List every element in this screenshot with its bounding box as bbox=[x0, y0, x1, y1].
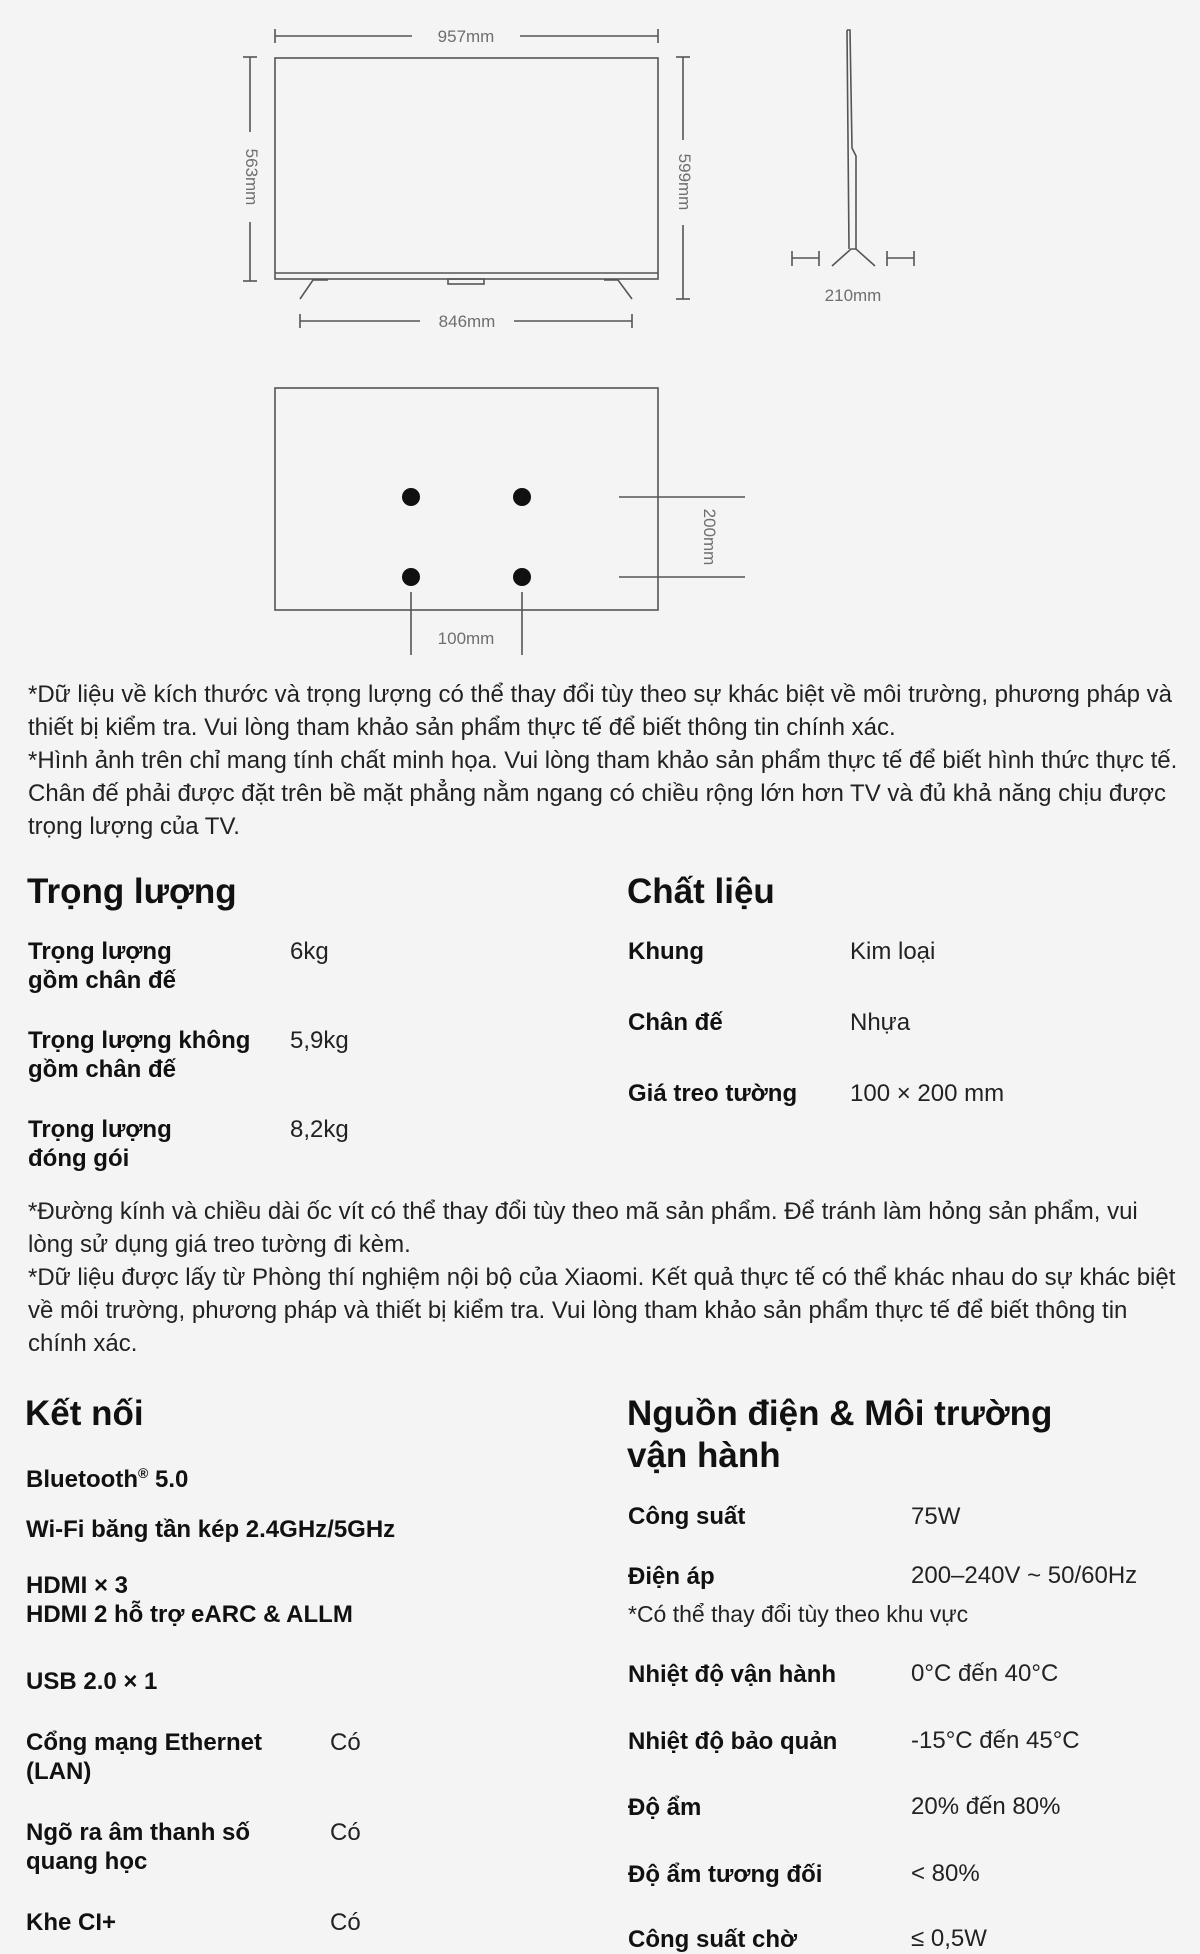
dim-stand-width: 846mm bbox=[438, 312, 496, 331]
note-line: *Hình ảnh trên chỉ mang tính chất minh họa. Vui lòng tham khảo sản phẩm thực tế để biết hình thức thực tế. Chân đế phải được đặt trên bề mặt phẳng nằm ngang có chiều rộng lớn hơn TV và đủ khả năng chịu được trọng lượng của TV. bbox=[28, 747, 1178, 840]
material-value: Kim loại bbox=[850, 938, 936, 965]
weight-value: 5,9kg bbox=[290, 1027, 349, 1054]
dim-depth: 210mm bbox=[824, 286, 882, 305]
bluetooth-spec bbox=[26, 1459, 188, 1494]
connectivity-heading: Kết nối bbox=[25, 1394, 144, 1433]
connectivity-label: Ngõ ra âm thanh số quang học bbox=[26, 1819, 251, 1875]
weight-heading: Trọng lượng bbox=[27, 872, 237, 911]
material-label: Khung bbox=[628, 938, 704, 965]
power-footnote: *Có thể thay đổi tùy theo khu vực bbox=[628, 1601, 969, 1627]
connectivity-label: Cổng mạng Ethernet (LAN) bbox=[26, 1729, 263, 1785]
weight-value: 6kg bbox=[290, 938, 329, 965]
material-value: Nhựa bbox=[850, 1009, 911, 1036]
power-label: Công suất bbox=[628, 1503, 746, 1530]
bluetooth-version: 5.0 bbox=[148, 1466, 189, 1493]
dim-vesa-vertical: 200mm bbox=[700, 508, 719, 566]
vesa-hole-br bbox=[513, 568, 531, 586]
vesa-hole-tl bbox=[402, 488, 420, 506]
material-value: 100 × 200 mm bbox=[850, 1080, 1005, 1107]
dimension-note bbox=[28, 678, 1178, 843]
vesa-hole-bl bbox=[402, 568, 420, 586]
dim-width-top: 957mm bbox=[437, 27, 495, 46]
dim-height-right: 599mm bbox=[675, 153, 694, 211]
note-line: *Đường kính và chiều dài ốc vít có thể thay đổi tùy theo mã sản phẩm. Để tránh làm hỏng sản phẩm, vui lòng sử dụng giá treo tường đi kèm. bbox=[28, 1198, 1138, 1258]
connectivity-label: Khe CI+ bbox=[26, 1909, 117, 1936]
power-label: Nhiệt độ bảo quản bbox=[628, 1728, 838, 1755]
weight-label: Trọng lượng đóng gói bbox=[28, 1116, 172, 1172]
power-value: 0°C đến 40°C bbox=[911, 1660, 1059, 1687]
bluetooth-text: Bluetooth bbox=[26, 1466, 138, 1493]
material-heading: Chất liệu bbox=[627, 872, 775, 911]
power-value: 75W bbox=[911, 1503, 961, 1530]
wifi-spec: Wi-Fi băng tần kép 2.4GHz/5GHz bbox=[26, 1516, 396, 1543]
connectivity-value: Có bbox=[330, 1819, 361, 1846]
power-label: Độ ẩm tương đối bbox=[628, 1861, 823, 1888]
power-label: Độ ẩm bbox=[628, 1794, 702, 1821]
power-value: 20% đến 80% bbox=[911, 1793, 1061, 1820]
material-label: Chân đế bbox=[628, 1009, 723, 1036]
weight-label: Trọng lượng không gồm chân đế bbox=[28, 1027, 251, 1083]
weight-label: Trọng lượng gồm chân đế bbox=[28, 938, 177, 994]
power-value: -15°C đến 45°C bbox=[911, 1727, 1080, 1754]
registered-mark: ® bbox=[137, 1465, 149, 1481]
weight-value: 8,2kg bbox=[290, 1116, 349, 1143]
connectivity-value: Có bbox=[330, 1909, 361, 1936]
power-value: ≤ 0,5W bbox=[911, 1925, 987, 1952]
mount-note bbox=[28, 1195, 1178, 1360]
connectivity-value: Có bbox=[330, 1729, 361, 1756]
hdmi-spec: HDMI × 3 HDMI 2 hỗ trợ eARC & ALLM bbox=[26, 1572, 353, 1628]
tv-dimension-diagram bbox=[0, 0, 1200, 670]
material-label: Giá treo tường bbox=[628, 1080, 798, 1107]
dim-height-left: 563mm bbox=[242, 148, 261, 206]
note-line: *Dữ liệu về kích thước và trọng lượng có thể thay đổi tùy theo sự khác biệt về môi trường, phương pháp và thiết bị kiểm tra. Vui lòng tham khảo sản phẩm thực tế để biết thông tin chính xác. bbox=[28, 681, 1172, 741]
power-label: Công suất chờ bbox=[628, 1926, 798, 1953]
power-value: 200–240V ~ 50/60Hz bbox=[911, 1562, 1138, 1589]
power-label: Điện áp bbox=[628, 1563, 715, 1590]
power-label: Nhiệt độ vận hành bbox=[628, 1661, 837, 1688]
usb-spec: USB 2.0 × 1 bbox=[26, 1668, 158, 1695]
power-heading: Nguồn điện & Môi trường vận hành bbox=[627, 1394, 1053, 1475]
dim-vesa-horizontal: 100mm bbox=[437, 629, 495, 648]
note-line: *Dữ liệu được lấy từ Phòng thí nghiệm nội bộ của Xiaomi. Kết quả thực tế có thể khác nhau do sự khác biệt về môi trường, phương pháp và thiết bị kiểm tra. Vui lòng tham khảo sản phẩm thực tế để biết thông tin chính xác. bbox=[28, 1264, 1176, 1357]
power-value: < 80% bbox=[911, 1860, 980, 1887]
vesa-hole-tr bbox=[513, 488, 531, 506]
